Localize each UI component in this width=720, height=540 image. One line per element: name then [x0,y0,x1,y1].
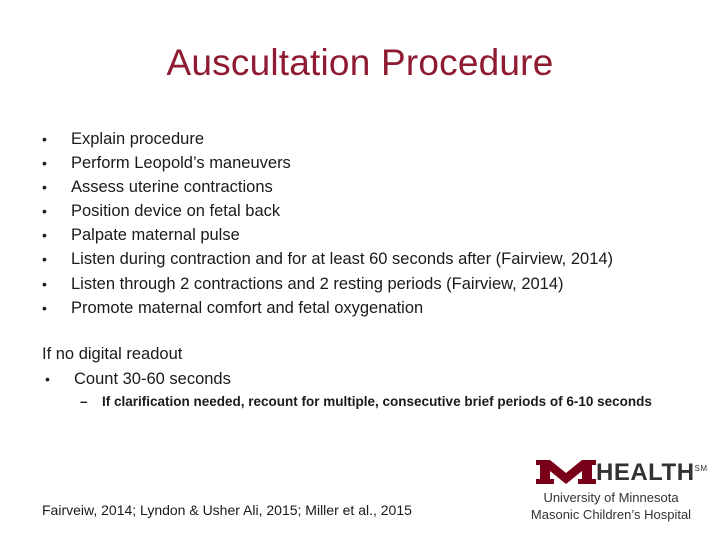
bullet-text: Position device on fetal back [71,202,281,221]
bullet-icon: • [42,299,47,316]
sub-sub-bullet [80,394,680,410]
logo-university: University of Minnesota [543,490,679,505]
logo-brand: HEALTH [596,459,695,486]
bullet-text: Assess uterine contractions [71,178,273,197]
list-item [42,175,613,199]
bullet-text: Listen through 2 contractions and 2 resting periods (Fairview, 2014) [71,274,564,293]
list-item [42,151,613,175]
bullet-icon: • [42,275,47,292]
sub-bullet-text: Count 30-60 seconds [74,370,231,388]
sub-sub-bullet-text: If clarification needed, recount for multiple, consecutive brief periods of 6-10 seconds [102,394,652,409]
logo-hospital: Masonic Children’s Hospital [530,507,692,522]
list-item [42,223,613,247]
logo-trademark: SM [694,464,708,473]
um-health-logo [516,458,706,526]
sub-bullet [45,368,231,390]
list-item [42,247,613,271]
slide-title: Auscultation Procedure [166,42,554,83]
list-item [42,272,613,296]
block-m-icon [534,458,598,486]
bullet-icon: • [42,155,47,172]
bullet-text: Explain procedure [71,130,204,148]
bullet-icon: • [42,251,47,268]
list-item [42,127,613,151]
dash-icon: – [80,394,88,409]
bullet-icon: • [42,227,47,244]
bullet-text: Promote maternal comfort and fetal oxygenation [71,298,424,317]
bullet-icon: • [45,371,50,387]
bullet-text: Perform Leopold’s maneuvers [71,154,291,173]
logo-brand-text [596,459,708,487]
list-item [42,296,613,320]
bullet-icon: • [42,131,47,147]
bullet-icon: • [42,203,47,220]
bullet-text: Palpate maternal pulse [71,226,240,245]
bullet-text: Listen during contraction and for at least 60 seconds after (Fairview, 2014) [71,250,614,269]
citation: Fairveiw, 2014; Lyndon & Usher Ali, 2015; Miller et al., 2015 [42,502,412,518]
bullet-list [42,127,613,320]
bullet-icon: • [42,179,47,196]
list-item [42,199,613,223]
subhead: If no digital readout [42,345,183,363]
